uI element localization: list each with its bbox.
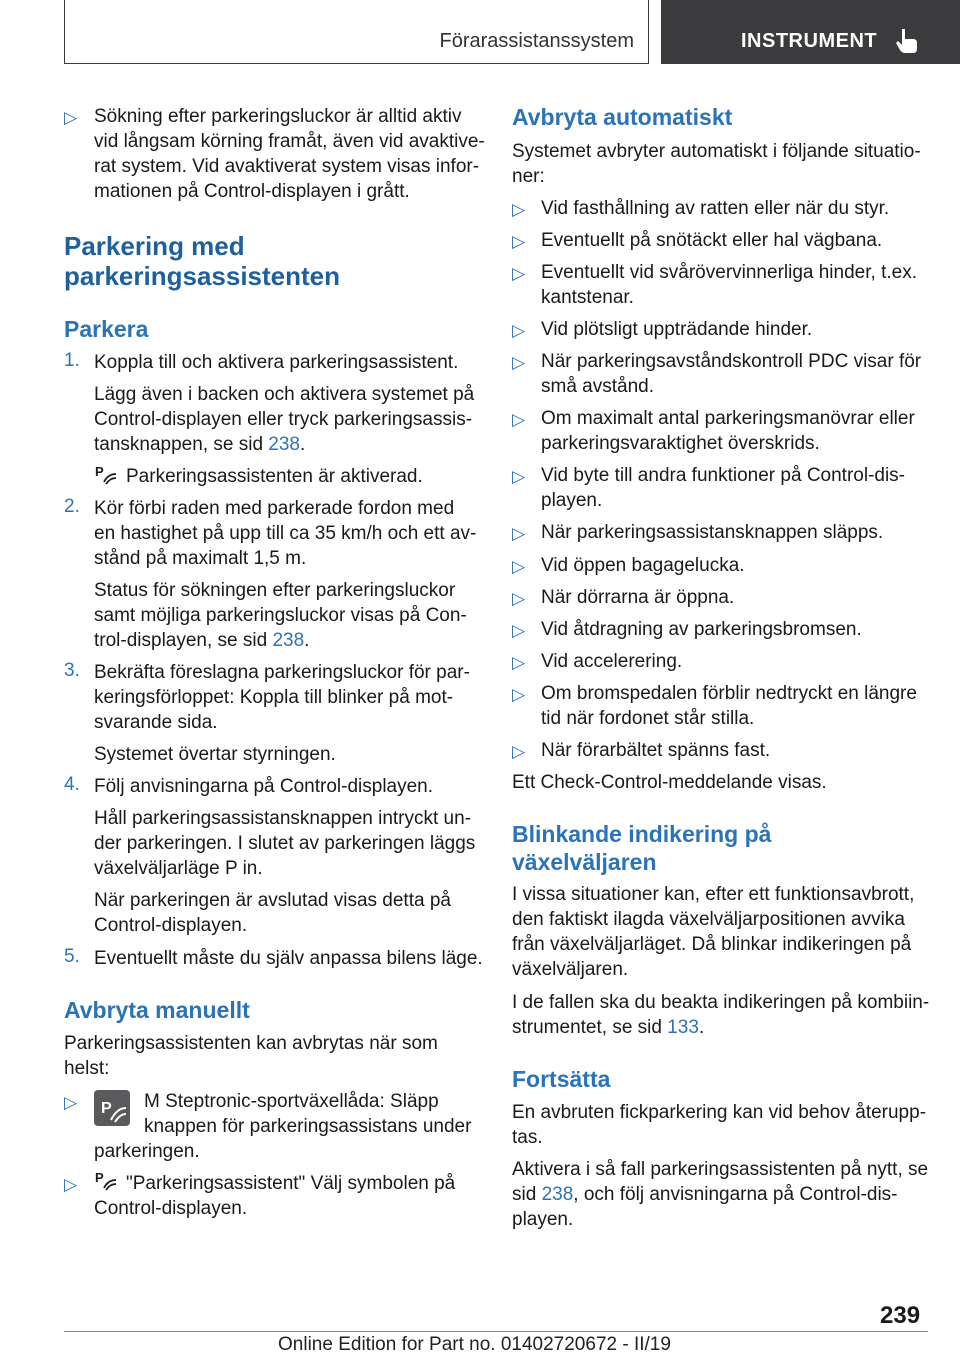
step-number: 2.	[64, 496, 80, 517]
bullet-text: Vid byte till andra funktioner på Control-dis‐	[541, 465, 906, 486]
bullet-marker: ▷	[512, 321, 526, 340]
body-text: I de fallen ska du beakta indikeringen på kombiin‐	[512, 992, 930, 1013]
step-number: 3.	[64, 660, 80, 681]
section-title: Förarassistanssystem	[439, 30, 634, 52]
body-text: ner:	[512, 166, 545, 187]
parking-assistant-icon	[94, 462, 118, 486]
bullet-text: kantstenar.	[541, 287, 634, 308]
page-link[interactable]: 133	[667, 1017, 699, 1038]
step-text: Control-displayen eller tryck parkeringsassis‐	[94, 409, 473, 430]
heading-avbryta-automatiskt: Avbryta automatiskt	[512, 104, 733, 130]
step-text: svarande sida.	[94, 712, 218, 733]
bullet-marker: ▷	[64, 1175, 78, 1194]
intro-bullet-text: mationen på Control-displayen i grått.	[94, 181, 410, 202]
step-number: 1.	[64, 350, 80, 371]
body-text: tas.	[512, 1127, 543, 1148]
bullet-marker: ▷	[512, 264, 526, 283]
bullet-text: små avstånd.	[541, 376, 654, 397]
step-text: trol-displayen, se sid 238.	[94, 630, 310, 651]
bullet-text: "Parkeringsassistent" Välj symbolen på	[126, 1173, 456, 1194]
bullet-text: När parkeringsavståndskontroll PDC visar för	[541, 351, 922, 372]
bullet-text: När parkeringsassistansknappen släpps.	[541, 522, 884, 543]
bullet-marker: ▷	[64, 108, 78, 127]
intro-bullet-text: rat system. Vid avaktiverat system visas infor‐	[94, 156, 480, 177]
parking-button-image	[94, 1090, 130, 1126]
body-text: playen.	[512, 1209, 574, 1230]
bullet-marker: ▷	[512, 557, 526, 576]
footer-divider	[64, 1331, 928, 1332]
step-number: 4.	[64, 774, 80, 795]
intro-bullet-text: vid långsam körning framåt, även vid avaktive‐	[94, 131, 485, 152]
body-text: En avbruten fickparkering kan vid behov återupp‐	[512, 1102, 927, 1123]
body-text: helst:	[64, 1058, 110, 1079]
bullet-marker: ▷	[512, 653, 526, 672]
bullet-marker: ▷	[512, 524, 526, 543]
body-text: sid 238, och följ anvisningarna på Control-dis‐	[512, 1184, 898, 1205]
bullet-text: När förarbältet spänns fast.	[541, 740, 771, 761]
bullet-marker: ▷	[512, 589, 526, 608]
step-text: Control-displayen.	[94, 915, 248, 936]
step-text: Följ anvisningarna på Control-displayen.	[94, 776, 434, 797]
bullet-marker: ▷	[512, 685, 526, 704]
step-text: Lägg även i backen och aktivera systemet på	[94, 384, 475, 405]
step-text: der parkeringen. I slutet av parkeringen läggs	[94, 833, 476, 854]
bullet-marker: ▷	[64, 1093, 78, 1112]
page-link[interactable]: 238	[541, 1184, 574, 1205]
step-text: samt möjliga parkeringsluckor visas på Con‐	[94, 605, 467, 626]
body-text: strumentet, se sid 133.	[512, 1017, 705, 1038]
bullet-marker: ▷	[512, 410, 526, 429]
bullet-text: parkeringsvaraktighet överskrids.	[541, 433, 820, 454]
bullet-text: M Steptronic-sportväxellåda: Släpp	[144, 1091, 439, 1112]
step-text: När parkeringen är avslutad visas detta på	[94, 890, 451, 911]
pointing-hand-icon	[893, 27, 921, 55]
heading-parkering: Parkering med	[64, 231, 245, 261]
body-text: Parkeringsassistenten kan avbrytas när som	[64, 1033, 438, 1054]
svg-text:P: P	[95, 1170, 104, 1185]
step-text: tansknappen, se sid 238.	[94, 434, 306, 455]
bullet-marker: ▷	[512, 742, 526, 761]
bullet-text: Vid öppen bagagelucka.	[541, 555, 745, 576]
page-link[interactable]: 238	[272, 630, 305, 651]
svg-text:P: P	[101, 1100, 112, 1117]
body-text: Systemet avbryter automatiskt i följande situatio‐	[512, 141, 921, 162]
bullet-text: Eventuellt vid svårövervinnerliga hinder, t.ex.	[541, 262, 917, 283]
step-text: keringsförloppet: Koppla till blinker på mot‐	[94, 687, 454, 708]
step-text: Bekräfta föreslagna parkeringsluckor för par‐	[94, 662, 470, 683]
heading-avbryta-manuellt: Avbryta manuellt	[64, 997, 250, 1023]
bullet-marker: ▷	[512, 232, 526, 251]
body-text: den faktiskt ilagda växelväljarpositionen avvika	[512, 909, 905, 930]
parking-assistant-icon	[94, 1168, 118, 1192]
bullet-text: Om maximalt antal parkeringsmanövrar eller	[541, 408, 915, 429]
step-text: Kör förbi raden med parkerade fordon med	[94, 498, 455, 519]
heading-blinkande: Blinkande indikering på	[512, 821, 772, 847]
step-text: växelväljarläge P in.	[94, 858, 263, 879]
bullet-text: Vid åtdragning av parkeringsbromsen.	[541, 619, 862, 640]
bullet-marker: ▷	[512, 200, 526, 219]
footer-edition: Online Edition for Part no. 01402720672 - II/19	[278, 1334, 671, 1355]
bullet-marker: ▷	[512, 467, 526, 486]
bullet-text: Vid accelerering.	[541, 651, 683, 672]
bullet-text: När dörrarna är öppna.	[541, 587, 735, 608]
bullet-text: Om bromspedalen förblir nedtryckt en längre	[541, 683, 917, 704]
heading-blinkande: växelväljaren	[512, 849, 657, 875]
step-text: en hastighet på upp till ca 35 km/h och ett av‐	[94, 523, 477, 544]
step-text: Systemet övertar styrningen.	[94, 744, 336, 765]
bullet-marker: ▷	[512, 353, 526, 372]
bullet-text: playen.	[541, 490, 603, 511]
body-text: I vissa situationer kan, efter ett funktionsavbrott,	[512, 884, 915, 905]
bullet-text: parkeringen.	[94, 1141, 200, 1162]
body-text: från växelväljarläget. Då blinkar indikeringen på	[512, 934, 912, 955]
body-text: Ett Check-Control-meddelande visas.	[512, 772, 827, 793]
step-text: Koppla till och aktivera parkeringsassistent.	[94, 352, 459, 373]
bullet-marker: ▷	[512, 621, 526, 640]
step-text: Status för sökningen efter parkeringsluckor	[94, 580, 456, 601]
bullet-text: Vid fasthållning av ratten eller när du styr.	[541, 198, 890, 219]
icon-caption: Parkeringsassistenten är aktiverad.	[126, 466, 423, 487]
heading-fortsatta: Fortsätta	[512, 1066, 611, 1092]
bullet-text: Eventuellt på snötäckt eller hal vägbana.	[541, 230, 883, 251]
bullet-text: Control-displayen.	[94, 1198, 248, 1219]
header-section-box	[64, 0, 649, 64]
chapter-title: INSTRUMENT	[741, 30, 878, 52]
bullet-text: Vid plötsligt uppträdande hinder.	[541, 319, 813, 340]
svg-text:P: P	[95, 464, 104, 479]
body-text: växelväljaren.	[512, 959, 629, 980]
page-number: 239	[880, 1302, 921, 1329]
step-number: 5.	[64, 946, 80, 967]
step-text: Håll parkeringsassistansknappen intryckt un‐	[94, 808, 472, 829]
step-text: Eventuellt måste du själv anpassa bilens läge.	[94, 948, 483, 969]
bullet-text: tid när fordonet står stilla.	[541, 708, 755, 729]
bullet-text: knappen för parkeringsassistans under	[144, 1116, 472, 1137]
page-link[interactable]: 238	[268, 434, 300, 455]
intro-bullet-text: Sökning efter parkeringsluckor är alltid aktiv	[94, 106, 462, 127]
heading-parkering: parkeringsassistenten	[64, 261, 341, 291]
step-text: stånd på maximalt 1,5 m.	[94, 548, 307, 569]
body-text: Aktivera i så fall parkeringsassistenten på nytt, se	[512, 1159, 929, 1180]
heading-parkera: Parkera	[64, 316, 149, 342]
